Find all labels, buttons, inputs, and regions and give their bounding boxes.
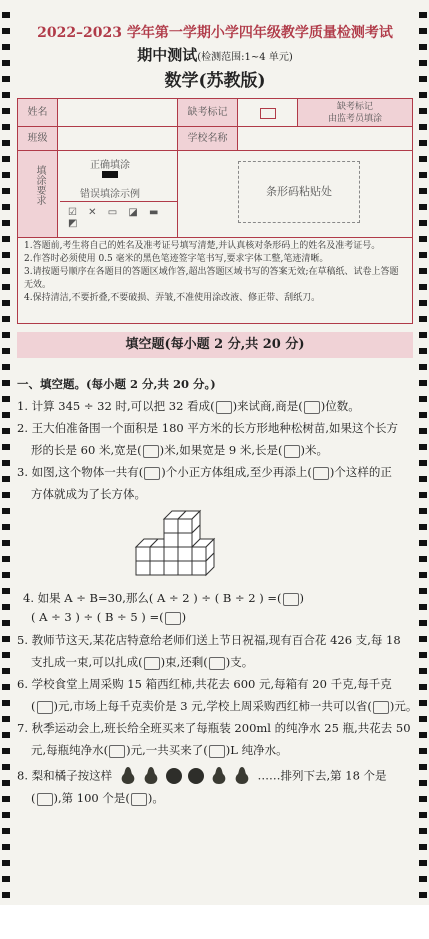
instruction-item: 3.请按题号顺序在各题目的答题区域作答,超出答题区域书写的答案无效;在草稿纸、试卷上答题无效。 xyxy=(24,267,399,290)
timing-mark xyxy=(2,732,10,738)
answer-blank[interactable] xyxy=(216,401,232,414)
timing-mark xyxy=(2,348,10,354)
timing-mark xyxy=(419,556,427,562)
timing-mark xyxy=(419,828,427,834)
question-8: 8. 梨和橘子按这样 ……排列下去,第 18 个是 xyxy=(17,764,387,789)
answer-blank[interactable] xyxy=(144,467,160,480)
answer-blank[interactable] xyxy=(209,657,225,670)
timing-mark xyxy=(419,252,427,258)
timing-mark xyxy=(2,588,10,594)
timing-mark xyxy=(419,860,427,866)
timing-mark xyxy=(2,668,10,674)
timing-mark xyxy=(2,124,10,130)
question-5: 5. 教师节这天,某花店特意给老师们送上节日祝福,现有百合花 426 支,每 18 xyxy=(17,633,401,647)
answer-blank[interactable] xyxy=(131,793,147,806)
correct-fill-mark xyxy=(102,171,118,178)
question-7-cont: 元,每瓶纯净水( )元,一共买来了( )L 纯净水。 xyxy=(31,743,288,757)
timing-mark xyxy=(419,636,427,642)
timing-mark xyxy=(419,652,427,658)
timing-mark xyxy=(419,140,427,146)
timing-mark xyxy=(2,748,10,754)
timing-mark xyxy=(419,668,427,674)
question-8-cont: ( ),第 100 个是( )。 xyxy=(31,791,164,805)
question-2: 2. 王大伯准备围一个面积是 180 平方米的长方形地种松树苗,如果这个长方 xyxy=(17,421,399,435)
class-field[interactable] xyxy=(58,127,178,151)
answer-blank[interactable] xyxy=(313,467,329,480)
timing-mark xyxy=(2,716,10,722)
timing-mark xyxy=(419,412,427,418)
timing-mark xyxy=(419,396,427,402)
instruction-item: 4.保持清洁,不要折叠,不要破损、弄皱,不准使用涂改液、修正带、刮纸刀。 xyxy=(24,293,321,303)
timing-mark xyxy=(419,428,427,434)
school-field[interactable] xyxy=(238,127,412,151)
timing-mark xyxy=(2,460,10,466)
question-6-cont: ( )元,市场上每千克卖价是 3 元,学校上周采购西红柿一共可以省( )元。 xyxy=(31,699,418,713)
timing-mark xyxy=(419,92,427,98)
timing-mark xyxy=(2,252,10,258)
pear-icon xyxy=(121,767,134,784)
timing-mark xyxy=(419,172,427,178)
timing-mark xyxy=(2,476,10,482)
instruction-item: 1.答题前,考生将自己的姓名及准考证号填写清楚,并认真核对条形码上的姓名及准考证号。 xyxy=(24,241,381,251)
timing-mark xyxy=(419,364,427,370)
timing-mark xyxy=(419,236,427,242)
timing-mark xyxy=(2,188,10,194)
timing-mark xyxy=(2,60,10,66)
question-1: 1. 计算 345 ÷ 32 时,可以把 32 看成( )来试商,商是( )位数。 xyxy=(17,399,360,413)
timing-mark xyxy=(2,412,10,418)
timing-mark xyxy=(419,124,427,130)
question-3: 3. 如图,这个物体一共有( )个小正方体组成,至少再添上( )个这样的正 xyxy=(17,465,392,479)
timing-mark xyxy=(419,44,427,50)
timing-mark xyxy=(419,76,427,82)
barcode-area xyxy=(178,151,412,237)
cube-figure xyxy=(132,505,232,581)
timing-mark xyxy=(2,844,10,850)
timing-mark xyxy=(419,540,427,546)
pear-icon xyxy=(235,767,248,784)
timing-mark xyxy=(2,508,10,514)
answer-blank[interactable] xyxy=(165,612,181,625)
timing-mark xyxy=(419,460,427,466)
timing-mark xyxy=(2,524,10,530)
section-banner: 填空题(每小题 2 分,共 20 分) xyxy=(17,332,413,358)
instructions xyxy=(17,238,413,324)
timing-mark xyxy=(2,140,10,146)
timing-mark xyxy=(2,604,10,610)
timing-mark xyxy=(2,364,10,370)
barcode-placeholder: 条形码粘贴处 xyxy=(238,161,360,223)
timing-mark xyxy=(419,476,427,482)
answer-blank[interactable] xyxy=(283,593,299,606)
timing-mark xyxy=(419,604,427,610)
timing-mark xyxy=(2,300,10,306)
timing-mark xyxy=(419,732,427,738)
timing-mark xyxy=(2,76,10,82)
school-label: 学校名称 xyxy=(178,127,238,151)
timing-mark xyxy=(2,204,10,210)
question-6: 6. 学校食堂上周采购 15 箱西红柿,共花去 600 元,每箱有 20 千克,每千克 xyxy=(17,677,392,691)
timing-mark xyxy=(2,332,10,338)
timing-mark xyxy=(419,572,427,578)
timing-mark xyxy=(419,844,427,850)
timing-mark xyxy=(2,316,10,322)
pear-icon xyxy=(212,767,225,784)
timing-mark xyxy=(419,524,427,530)
timing-marks-right xyxy=(419,0,427,905)
timing-mark xyxy=(419,300,427,306)
timing-mark xyxy=(2,380,10,386)
timing-mark xyxy=(419,444,427,450)
timing-mark xyxy=(419,748,427,754)
timing-mark xyxy=(419,508,427,514)
timing-mark xyxy=(419,700,427,706)
orange-icon xyxy=(188,768,204,784)
wrong-fill-examples: ☑ ✕ ▭ ◪ ▬ ◩ xyxy=(68,207,163,229)
answer-blank[interactable] xyxy=(37,701,53,714)
exam-title: 期中测试(检测范围:1~4 单元) xyxy=(137,46,293,64)
question-4: 4. 如果 A ÷ B=30,那么( A ÷ 2 ) ÷ ( B ÷ 2 ) =( ) xyxy=(23,591,304,605)
name-label: 姓名 xyxy=(18,99,58,127)
timing-mark xyxy=(2,540,10,546)
timing-mark xyxy=(419,268,427,274)
timing-mark xyxy=(2,620,10,626)
timing-mark xyxy=(419,188,427,194)
answer-blank[interactable] xyxy=(37,793,53,806)
name-field[interactable] xyxy=(58,99,178,127)
timing-mark xyxy=(419,348,427,354)
answer-blank[interactable] xyxy=(144,657,160,670)
answer-blank[interactable] xyxy=(209,745,225,758)
timing-mark xyxy=(419,220,427,226)
timing-mark xyxy=(2,444,10,450)
timing-mark xyxy=(2,812,10,818)
timing-mark xyxy=(419,588,427,594)
timing-mark xyxy=(2,44,10,50)
question-4-cont: ( A ÷ 3 ) ÷ ( B ÷ 5 ) =( ) xyxy=(31,610,187,624)
pear-icon xyxy=(144,767,157,784)
answer-blank[interactable] xyxy=(109,745,125,758)
timing-mark xyxy=(2,220,10,226)
timing-mark xyxy=(2,108,10,114)
answer-blank[interactable] xyxy=(284,445,300,458)
timing-mark xyxy=(2,172,10,178)
timing-mark xyxy=(2,28,10,34)
timing-mark xyxy=(419,108,427,114)
timing-mark xyxy=(419,716,427,722)
timing-mark xyxy=(2,156,10,162)
timing-mark xyxy=(2,12,10,18)
timing-mark xyxy=(2,572,10,578)
timing-mark xyxy=(2,892,10,898)
correct-fill-label: 正确填涂 xyxy=(90,160,130,171)
timing-mark xyxy=(419,764,427,770)
class-label: 班级 xyxy=(18,127,58,151)
timing-mark xyxy=(419,380,427,386)
timing-mark xyxy=(419,684,427,690)
question-2-cont: 形的长是 60 米,宽是( )米,如果宽是 9 米,长是( )米。 xyxy=(31,443,329,457)
timing-mark xyxy=(419,60,427,66)
timing-mark xyxy=(419,332,427,338)
answer-blank[interactable] xyxy=(304,401,320,414)
timing-marks-left xyxy=(2,0,10,905)
absent-note: 缺考标记 由监考员填涂 xyxy=(298,99,412,127)
fruit-sequence xyxy=(116,764,254,789)
timing-mark xyxy=(419,492,427,498)
timing-mark xyxy=(419,28,427,34)
fill-examples xyxy=(58,151,178,237)
timing-mark xyxy=(419,780,427,786)
timing-mark xyxy=(419,796,427,802)
timing-mark xyxy=(419,156,427,162)
answer-blank[interactable] xyxy=(143,445,159,458)
timing-mark xyxy=(419,892,427,898)
timing-mark xyxy=(2,268,10,274)
student-info-box xyxy=(17,98,413,238)
question-7: 7. 秋季运动会上,班长给全班买来了每瓶装 200ml 的纯净水 25 瓶,共花去 50 xyxy=(17,721,411,735)
timing-mark xyxy=(419,620,427,626)
section-intro: 一、填空题。(每小题 2 分,共 20 分。) xyxy=(17,377,216,391)
timing-mark xyxy=(419,204,427,210)
timing-mark xyxy=(2,700,10,706)
timing-mark xyxy=(2,556,10,562)
timing-mark xyxy=(2,860,10,866)
answer-blank[interactable] xyxy=(373,701,389,714)
timing-mark xyxy=(2,636,10,642)
page-margin xyxy=(0,905,429,939)
timing-mark xyxy=(2,796,10,802)
timing-mark xyxy=(419,284,427,290)
timing-mark xyxy=(2,652,10,658)
timing-mark xyxy=(419,316,427,322)
timing-mark xyxy=(2,684,10,690)
subject-title: 数学(苏教版) xyxy=(164,71,266,91)
timing-mark xyxy=(2,492,10,498)
timing-mark xyxy=(2,876,10,882)
orange-icon xyxy=(166,768,182,784)
timing-mark xyxy=(419,876,427,882)
timing-mark xyxy=(419,12,427,18)
timing-mark xyxy=(2,284,10,290)
timing-mark xyxy=(2,428,10,434)
absent-mark-box[interactable] xyxy=(238,99,298,127)
timing-mark xyxy=(419,812,427,818)
question-5-cont: 支扎成一束,可以扎成( )束,还剩( )支。 xyxy=(31,655,254,669)
timing-mark xyxy=(2,92,10,98)
fill-requirements-label: 填涂要求 xyxy=(18,151,58,237)
absent-mark-label: 缺考标记 xyxy=(178,99,238,127)
timing-mark xyxy=(2,764,10,770)
timing-mark xyxy=(2,396,10,402)
wrong-fill-label: 错误填涂示例 xyxy=(80,189,140,200)
instruction-item: 2.作答时必须使用 0.5 毫米的黑色笔迹签字笔书写,要求字体工整,笔迹清晰。 xyxy=(24,254,329,264)
timing-mark xyxy=(2,236,10,242)
timing-mark xyxy=(2,780,10,786)
timing-mark xyxy=(2,828,10,834)
exam-header: 2022–2023 学年第一学期小学四年级教学质量检测考试 xyxy=(37,25,393,41)
question-3-cont: 方体就成为了长方体。 xyxy=(31,487,146,501)
